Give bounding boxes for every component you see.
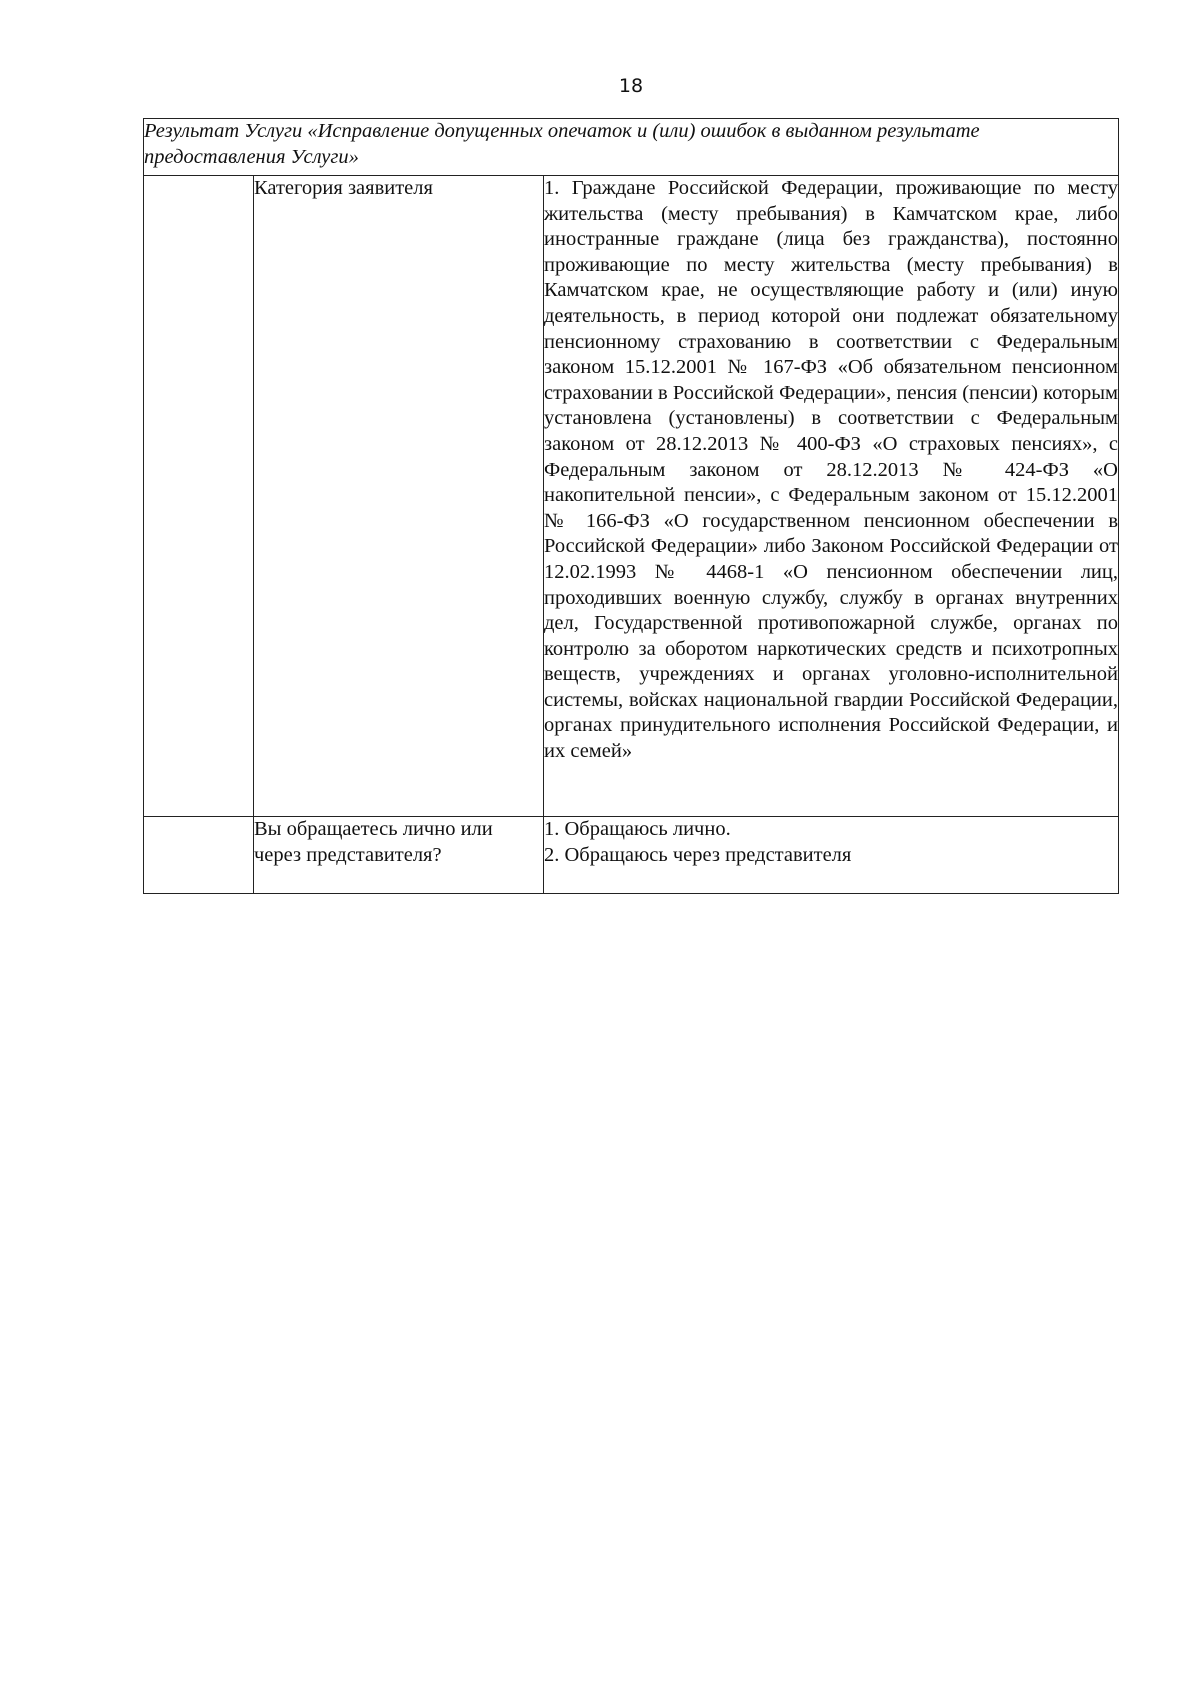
table-header-row bbox=[144, 119, 1119, 176]
contact-mode-label: Вы обращаетесь лично или через представителя? bbox=[254, 817, 544, 894]
service-result-table bbox=[143, 118, 1119, 894]
empty-index-cell bbox=[144, 176, 254, 817]
contact-mode-options bbox=[544, 817, 1119, 894]
page-number: 18 bbox=[618, 75, 644, 97]
applicant-category-value bbox=[544, 176, 1119, 817]
option-in-person: 1. Обращаюсь лично. bbox=[544, 818, 731, 840]
empty-index-cell bbox=[144, 817, 254, 894]
table-row bbox=[144, 817, 1119, 894]
applicant-category-label: Категория заявителя bbox=[254, 176, 544, 817]
option-via-representative: 2. Обращаюсь через представителя bbox=[544, 843, 852, 866]
table-row bbox=[144, 176, 1119, 817]
applicant-category-text: 1. Граждане Российской Федерации, проживающие по месту жительства (месту пребывания) в Камчатском крае, либо иностранные граждане (лица без гражданства), постоянно проживающие по месту жительства (месту пребывания) в Камчатском крае, не осуществляющие работу и (или) иную деятельность, в период которой они подлежат обязательному пенсионному страхованию в соответствии с Федеральным законом 15.12.2001 № 167-ФЗ «Об обязательном пенсионном страховании в Российской Федерации», пенсия (пенсии) которым установлена (установлены) в соответствии с Федеральным законом от 28.12.2013 № 400-ФЗ «О страховых пенсиях», с Федеральным законом от 28.12.2013 № 424-ФЗ «О накопительной пенсии», с Федеральным законом от 15.12.2001 № 166-ФЗ «О государственном пенсионном обеспечении в Российской Федерации» либо Законом Российской Федерации от 12.02.1993 № 4468-1 «О пенсионном обеспечении лиц, проходивших военную службу, службу в органах внутренних дел, Государственной противопожарной службе, органах по контролю за оборотом наркотических средств и психотропных веществ, учреждениях и органах уголовно-исполнительной системы, войсках национальной гвардии Российской Федерации, органах принудительного исполнения Российской Федерации, и их семей» bbox=[544, 177, 1118, 763]
table-header-cell: Результат Услуги «Исправление допущенных опечаток и (или) ошибок в выданном результате предоставления Услуги» bbox=[144, 119, 1119, 176]
